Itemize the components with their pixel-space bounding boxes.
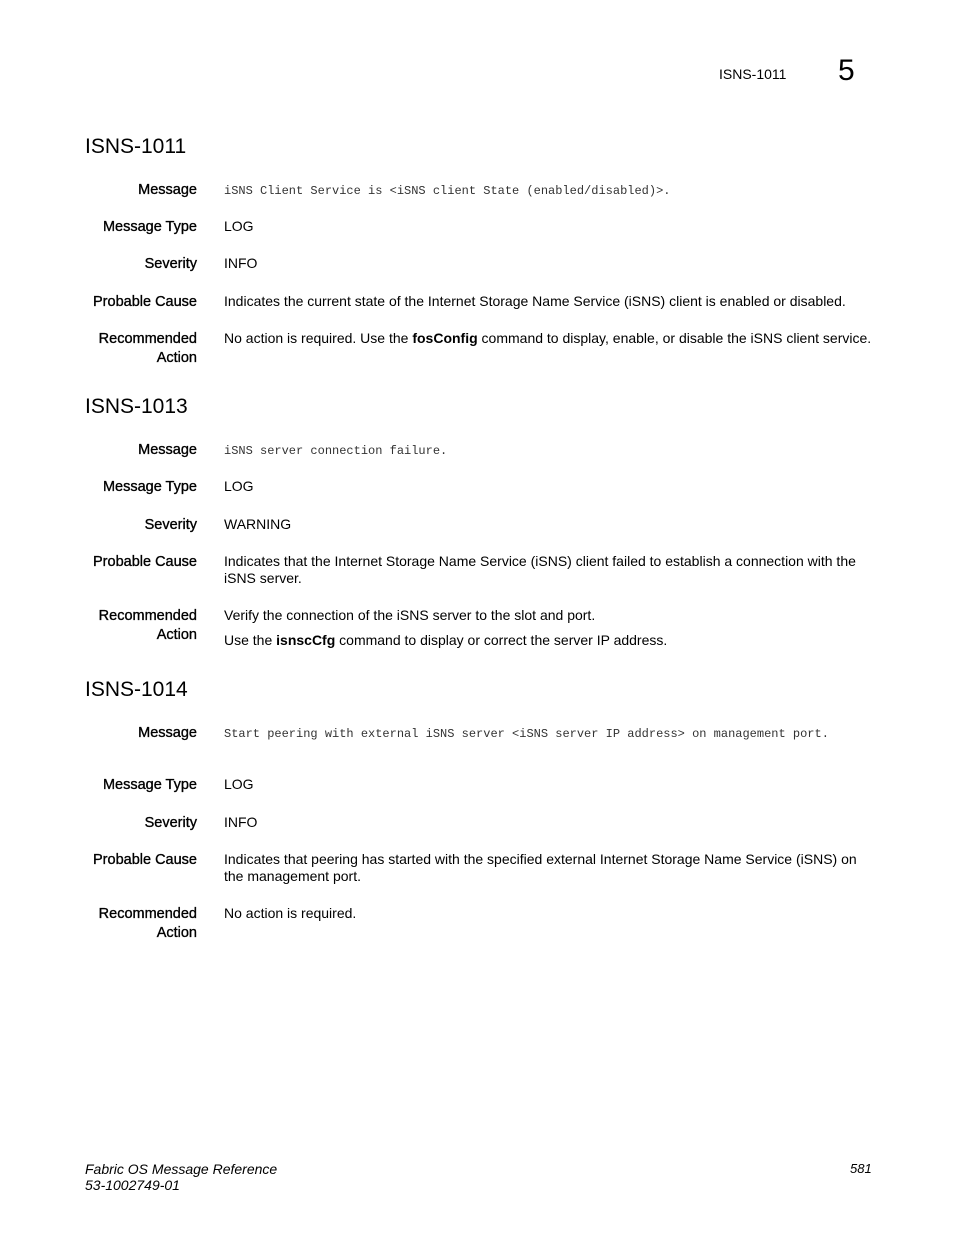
severity-label: Severity xyxy=(144,256,197,272)
footer-doc-title: Fabric OS Message Reference xyxy=(85,1161,278,1177)
message-label: Message xyxy=(138,182,197,198)
message-label: Message xyxy=(138,725,197,741)
message-type-label: Message Type xyxy=(102,777,197,793)
message-type-label: Message Type xyxy=(102,479,197,495)
entry-title: ISNS-1011 xyxy=(85,135,187,158)
recommended-action-label xyxy=(57,905,197,943)
severity-value: WARNING xyxy=(224,516,292,532)
recommended-action-label-line2: Action xyxy=(156,925,197,941)
message-value: Start peering with external iSNS server <iSNS server IP address> on management port. xyxy=(224,727,829,741)
action-line-2 xyxy=(224,632,874,649)
probable-cause-value: Indicates that peering has started with the specified external Internet Storage Name Service (iSNS) on the management port. xyxy=(224,851,857,884)
header-chapter-number: 5 xyxy=(838,54,855,87)
recommended-action-label xyxy=(57,607,197,645)
recommended-action-label-line1: Recommended xyxy=(98,331,197,347)
severity-value: INFO xyxy=(224,255,258,271)
footer-page-number: 581 xyxy=(850,1161,872,1176)
recommended-action-label xyxy=(57,330,197,368)
footer-doc-info xyxy=(85,1161,277,1193)
message-value: iSNS server connection failure. xyxy=(224,444,448,458)
footer-doc-number: 53-1002749-01 xyxy=(85,1177,180,1193)
entry-title: ISNS-1014 xyxy=(85,678,188,701)
message-type-label: Message Type xyxy=(102,219,197,235)
recommended-action-label-line1: Recommended xyxy=(98,906,197,922)
recommended-action-label-line2: Action xyxy=(156,627,197,643)
action-text: No action is required. Use the xyxy=(224,330,413,346)
action-text: Use the xyxy=(224,632,277,648)
action-text: command to display, enable, or disable the iSNS client service. xyxy=(477,330,872,346)
severity-label: Severity xyxy=(144,815,197,831)
recommended-action-value xyxy=(224,607,874,649)
command-name: fosConfig xyxy=(412,330,478,346)
probable-cause-label: Probable Cause xyxy=(93,554,197,570)
message-value: iSNS Client Service is <iSNS client State (enabled/disabled)>. xyxy=(224,184,671,198)
severity-value: INFO xyxy=(224,814,258,830)
recommended-action-label-line1: Recommended xyxy=(98,608,197,624)
entry-title: ISNS-1013 xyxy=(85,395,188,418)
severity-label: Severity xyxy=(144,517,197,533)
recommended-action-label-line2: Action xyxy=(156,350,197,366)
recommended-action-value: No action is required. xyxy=(224,905,357,921)
message-type-value: LOG xyxy=(224,776,254,792)
message-type-value: LOG xyxy=(224,218,254,234)
command-name: isnscCfg xyxy=(276,632,336,648)
action-text: command to display or correct the server IP address. xyxy=(335,632,668,648)
probable-cause-value: Indicates the current state of the Internet Storage Name Service (iSNS) client is enabled or disabled. xyxy=(224,293,846,309)
message-type-value: LOG xyxy=(224,478,254,494)
probable-cause-value: Indicates that the Internet Storage Name Service (iSNS) client failed to establish a connection with the iSNS server. xyxy=(224,553,856,586)
action-line-1: Verify the connection of the iSNS server to the slot and port. xyxy=(224,607,596,623)
probable-cause-label: Probable Cause xyxy=(93,852,197,868)
probable-cause-label: Probable Cause xyxy=(93,294,197,310)
header-section-label: ISNS-1011 xyxy=(719,66,787,82)
recommended-action-value xyxy=(224,330,874,347)
message-label: Message xyxy=(138,442,197,458)
